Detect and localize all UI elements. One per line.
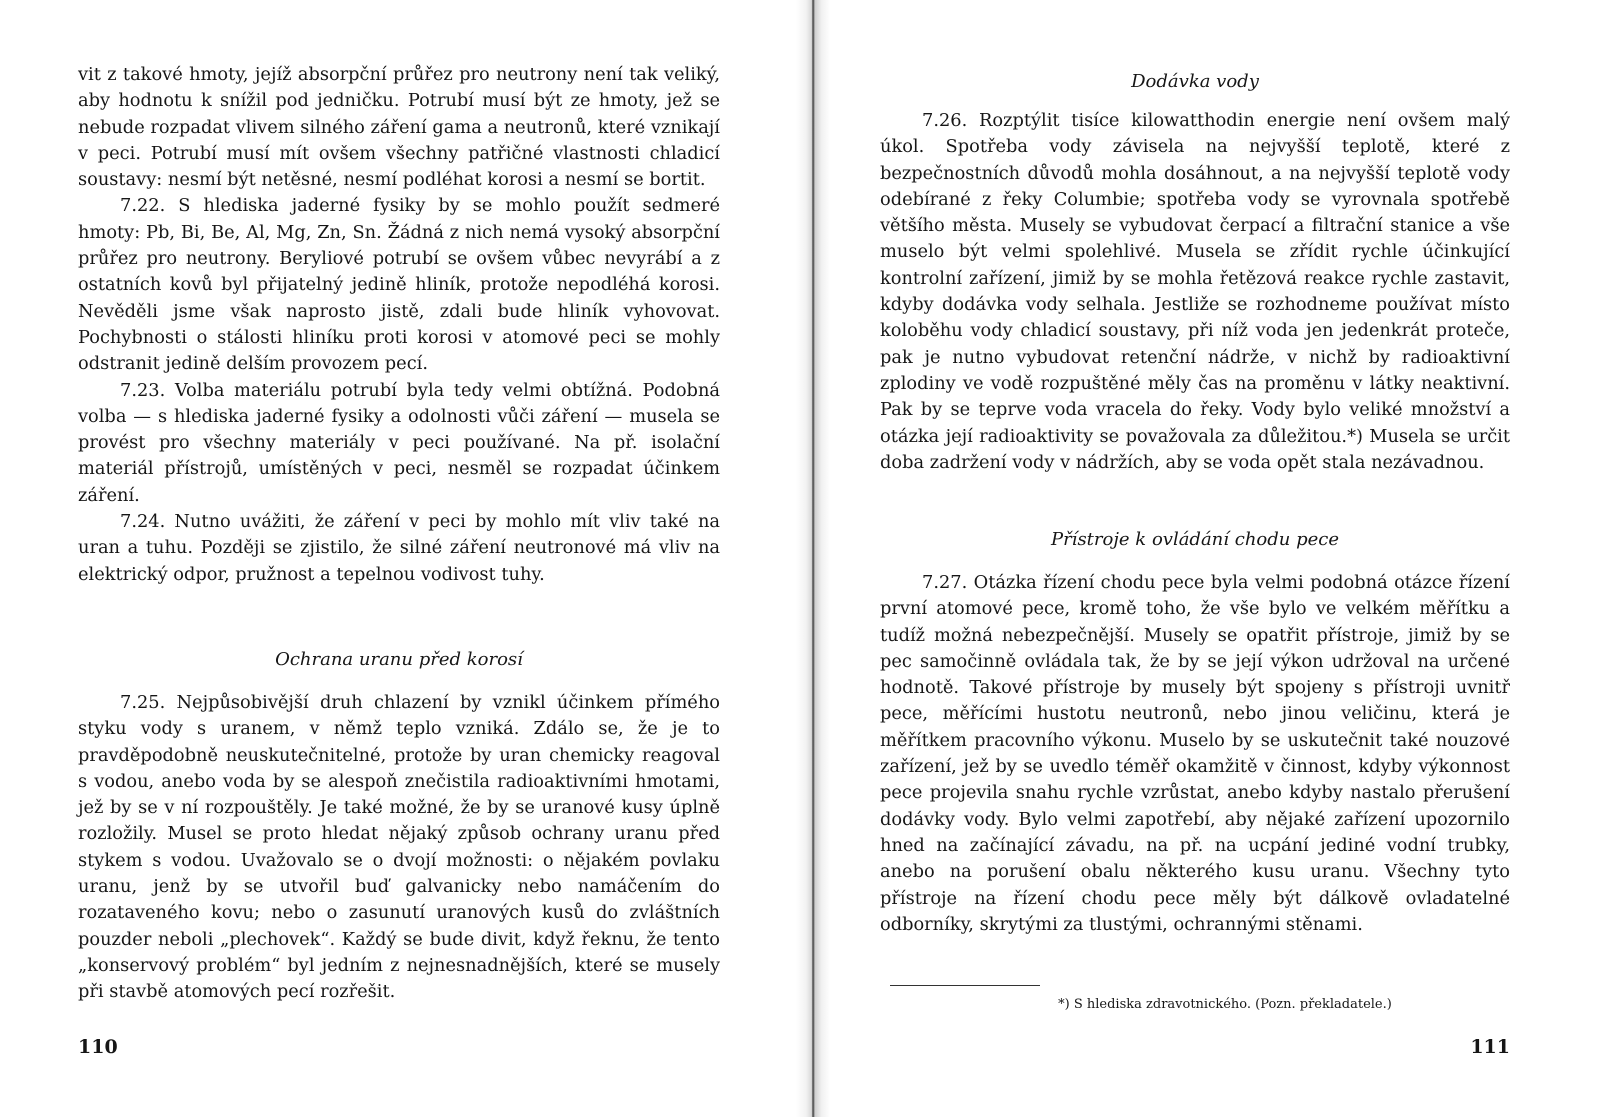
footnote: *) S hlediska zdravotnického. (Pozn. překladatele.): [1058, 997, 1392, 1012]
left-body-text: [78, 62, 720, 588]
footnote-divider: [890, 985, 1040, 986]
right-section-1-text: [880, 108, 1510, 476]
right-section-2-text: [880, 570, 1510, 938]
paragraph: 7.26. Rozptýlit tisíce kilowatthodin energie není ovšem malý úkol. Spotřeba vody závisela na nejvyšší teplotě, které z bezpečnostních důvodů mohla dosáhnout, a na nejvyšší teplotě vody odebírané z řeky Columbie; spotřeba vody se vyrovnala spotřebě většího města. Musely se vybudovat čerpací a filtrační stanice a vše muselo být velmi spolehlivé. Musela se zřídit rychle účinkující kontrolní zařízení, jimiž by se mohla řetězová reakce rychle zastavit, kdyby dodávka vody selhala. Jestliže se rozhodneme používat místo koloběhu vody chladicí soustavy, při níž voda jen jedenkrát proteče, pak je nutno vybudovat retenční nádrže, v nichž by radioaktivní zplodiny ve vodě rozpuštěné měly čas na proměnu v látky neaktivní. Pak by se teprve voda vracela do řeky. Vody bylo veliké množství a otázka její radioaktivity se považovala za důležitou.*) Musela se určit doba zadržení vody v nádržích, aby se voda opět stala nezávadnou.: [880, 110, 1510, 473]
paragraph: vit z takové hmoty, jejíž absorpční průřez pro neutrony není tak veliký, aby hodnotu k snížil pod jedničku. Potrubí musí být ze hmoty, jež se nebude rozpadat vlivem silného záření gama a neutronů, které vznikají v peci. Potrubí musí mít ovšem všechny patřičné vlastnosti chladicí soustavy: nesmí být netěsné, nesmí podléhat korosi a nesmí se bortit.: [78, 64, 720, 191]
paragraph: 7.27. Otázka řízení chodu pece byla velmi podobná otázce řízení první atomové pece, kromě toho, že vše bylo ve velkém měřítku a tudíž možná nebezpečnější. Musely se opatřit přístroje, jimiž by se pec samočinně ovládala tak, že by se její výkon udržoval na určené hodnotě. Takové přístroje by musely být spojeny s přístroji uvnitř pece, měřícími hustotu neutronů, nebo jinou veličinu, která je měřítkem pracovního výkonu. Muselo by se uskutečnit také nouzové zařízení, jež by se uvedlo téměř okamžitě v činnost, kdyby výkonnost pece projevila snahu rychle vzrůstat, anebo kdyby nastalo přerušení dodávky vody. Bylo velmi zapotřebí, aby nějaké zařízení upozornilo hned na začínající závadu, na př. na ucpání jediné vodní trubky, anebo na porušení obalu některého kusu uranu. Všechny tyto přístroje na řízení chodu pece měly být dálkově ovladatelné odborníky, skrytými za tlustými, ochrannými stěnami.: [880, 572, 1510, 935]
paragraph: 7.25. Nejpůsobivější druh chlazení by vznikl účinkem přímého styku vody s uranem, v němž teplo vzniká. Zdálo se, že je to pravděpodobně neuskutečnitelné, protože by uran chemicky reagoval s vodou, anebo voda by se alespoň znečistila radioaktivními hmotami, jež by se v ní rozpouštěly. Je také možné, že by se uranové kusy úplně rozložily. Musel se proto hledat nějaký způsob ochrany uranu před stykem s vodou. Uvažovalo se o dvojí možnosti: o nějakém povlaku uranu, jenž by se utvořil buď galvanicky nebo namáčením do rozataveného kovu; nebo o zasunutí uranových kusů do zvláštních pouzder neboli „plechovek“. Každý se bude divit, když řeknu, že tento „konservový problém“ byl jedním z nejnesnadnějších, které se musely při stavbě atomových pecí rozřešit.: [78, 692, 720, 1003]
paragraph: 7.22. S hlediska jaderné fysiky by se mohlo použít sedmeré hmoty: Pb, Bi, Be, Al, Mg, Zn, Sn. Žádná z nich nemá vysoký absorpční průřez pro neutrony. Beryliové potrubí se ovšem vůbec nevyrábí a z ostatních kovů byl přijatelný jedině hliník, protože nepodléhá korosi. Nevěděli jsme však naprosto jistě, zdali bude hliník vyhovovat. Pochybnosti o stálosti hliníku proti korosi v atomové peci se mohly odstranit jedině delším provozem pecí.: [78, 195, 720, 375]
paragraph: 7.24. Nutno uvážiti, že záření v peci by mohlo mít vliv také na uran a tuhu. Později se zjistilo, že silné záření neutronové má vliv na elektrický odpor, pružnost a tepelnou vodivost tuhy.: [78, 511, 720, 585]
section-heading: Dodávka vody: [1131, 71, 1259, 92]
left-section-text: [78, 690, 720, 1006]
page-number: 111: [1470, 1036, 1510, 1058]
section-heading: Ochrana uranu před korosí: [275, 649, 523, 670]
book-gutter: [796, 0, 830, 1117]
paragraph: 7.23. Volba materiálu potrubí byla tedy velmi obtížná. Podobná volba — s hlediska jaderné fysiky a odolnosti vůči záření — musela se provést pro všechny materiály v peci používané. Na př. isolační materiál přístrojů, umístěných v peci, nesměl se rozpadat účinkem záření.: [78, 379, 720, 506]
section-heading: Přístroje k ovládání chodu pece: [1050, 529, 1340, 550]
page-number: 110: [78, 1036, 118, 1058]
